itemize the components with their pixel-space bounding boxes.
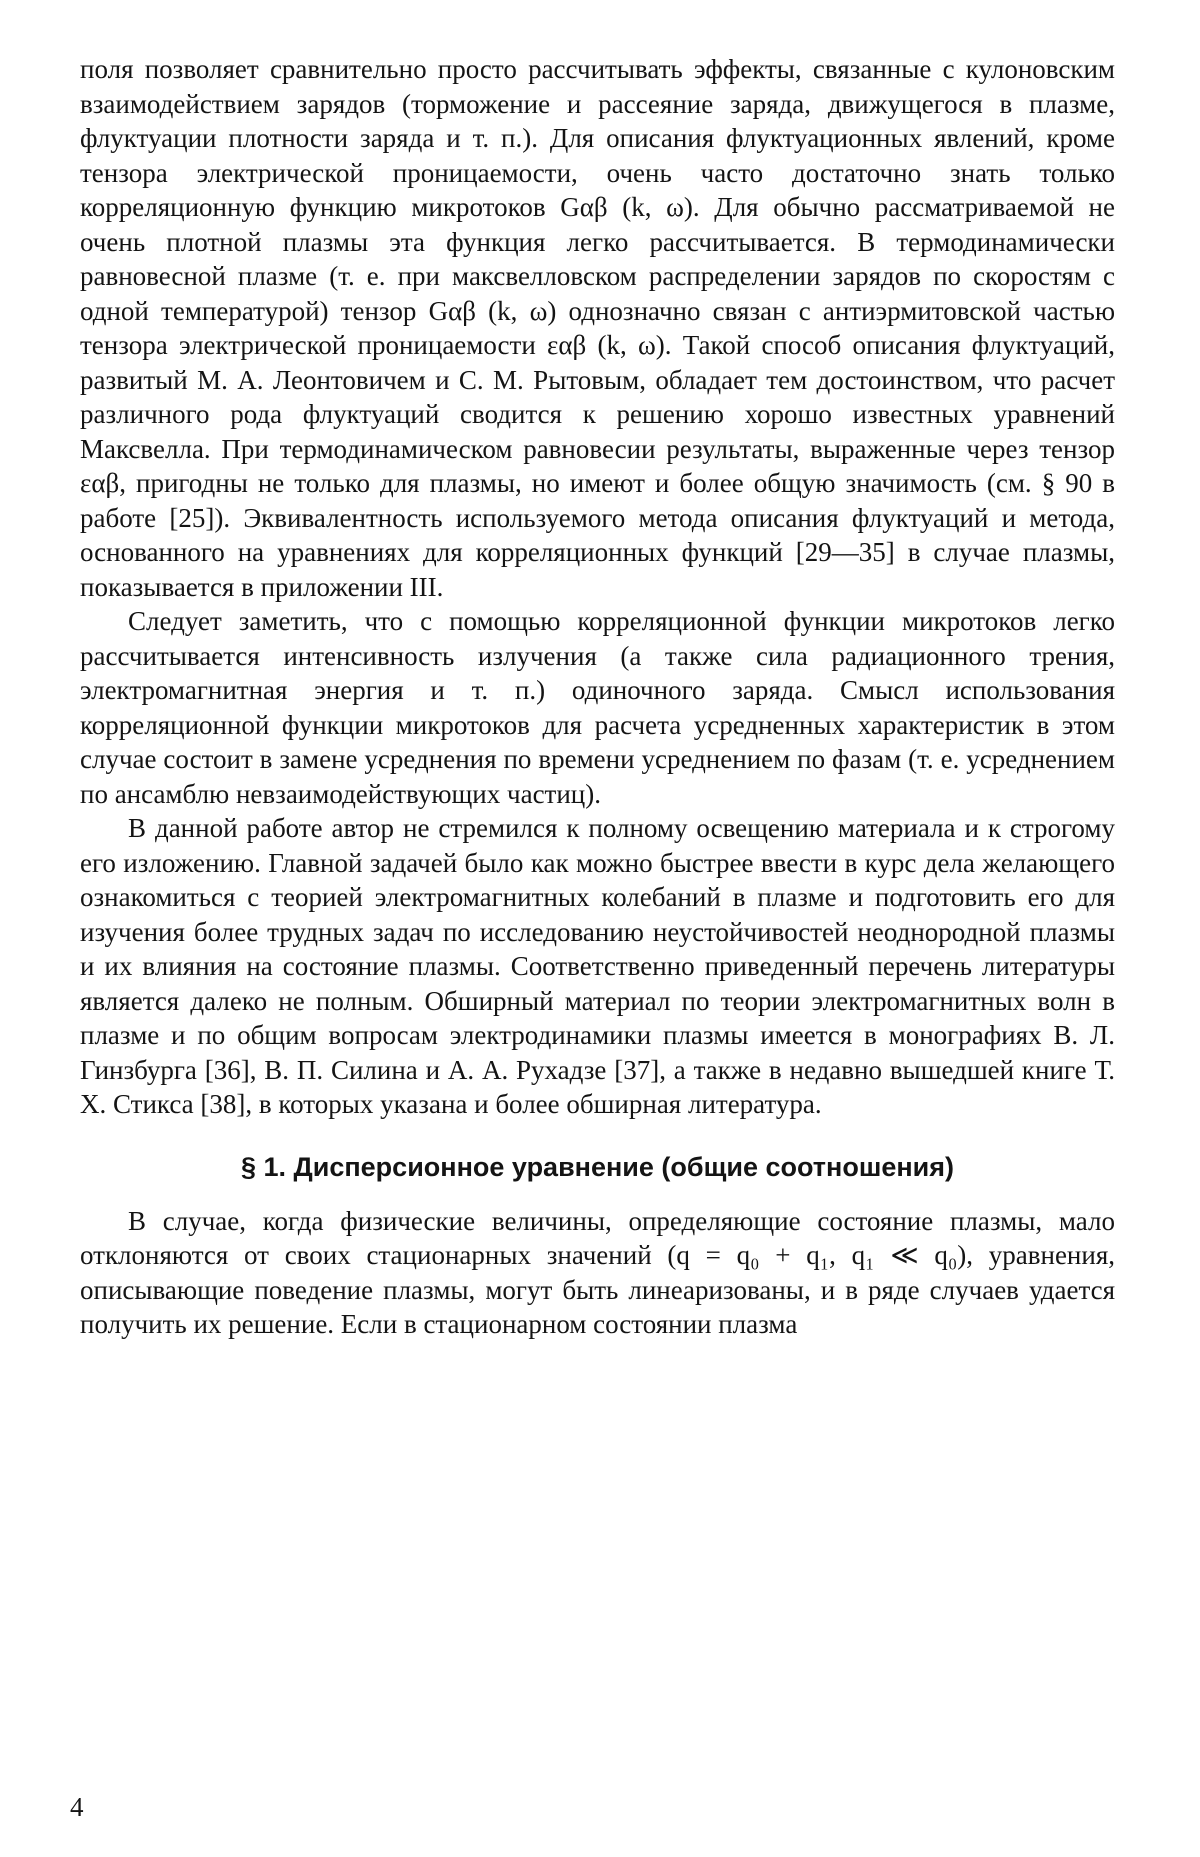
page-number: 4 <box>70 1792 84 1822</box>
paragraph-microcurrents: Следует заметить, что с помощью корреляционной функции микротоков легко рассчитывается интенсивность излучения (а также сила радиационного трения, электромагнитная энергия и т. п.) одиночного заряда. Смысл использования корреляционной функции микротоков для расчета усредненных характеристик в этом случае состоит в замене усреднения по времени усреднением по фазам (т. е. усреднением по ансамблю невзаимодействующих частиц). <box>80 606 1115 809</box>
section-heading: § 1. Дисперсионное уравнение (общие соотношения) <box>240 1151 955 1182</box>
paragraph-author-goals: В данной работе автор не стремился к полному освещению материала и к строгому его изложению. Главной задачей было как можно быстрее ввести в курс дела желающего ознакомиться с теорией электромагнитных колебаний в плазме и подготовить его для изучения более трудных задач по исследованию неустойчивостей неоднородной плазмы и их влияния на состояние плазмы. Соответственно приведенный перечень литературы является далеко не полным. Обширный материал по теории электромагнитных волн в плазме и по общим вопросам электродинамики плазмы имеется в монографиях В. Л. Гинзбурга [36], В. П. Силина и А. А. Рухадзе [37], а также в недавно вышедшей книге Т. Х. Стикса [38], в которых указана и более обширная литература. <box>80 813 1115 1119</box>
paragraph-fluctuations: поля позволяет сравнительно просто рассчитывать эффекты, связанные с кулоновским взаимодействием зарядов (торможение и рассеяние заряда, движущегося в плазме, флуктуации плотности заряда и т. п.). Для описания флуктуационных явлений, кроме тензора электрической проницаемости, очень часто достаточно знать только корреляционную функцию микротоков Gαβ (k, ω). Для обычно рассматриваемой не очень плотной плазмы эта функция легко рассчитывается. В термодинамически равновесной плазме (т. е. при максвелловском распределении зарядов по скоростям с одной температурой) тензор Gαβ (k, ω) однозначно связан с антиэрмитовской частью тензора электрической проницаемости εαβ (k, ω). Такой способ описания флуктуаций, развитый М. А. Леонтовичем и С. М. Рытовым, обладает тем достоинством, что расчет различного рода флуктуаций сводится к решению хорошо известных уравнений Максвелла. При термодинамическом равновесии результаты, выраженные через тензор εαβ, пригодны не только для плазмы, но имеют и более общую значимость (см. § 90 в работе [25]). Эквивалентность используемого метода описания флуктуаций и метода, основанного на уравнениях для корреляционных функций [29—35] в случае плазмы, показывается в приложении III. <box>80 54 1115 602</box>
paragraph-linearization: В случае, когда физические величины, определяющие состояние плазмы, мало отклоняются от своих стационарных значений (q = q₀ + q₁, q₁ ≪ q₀), уравнения, описывающие поведение плазмы, могут быть линеаризованы, и в ряде случаев удается получить их решение. Если в стационарном состоянии плазма <box>80 1205 1115 1339</box>
